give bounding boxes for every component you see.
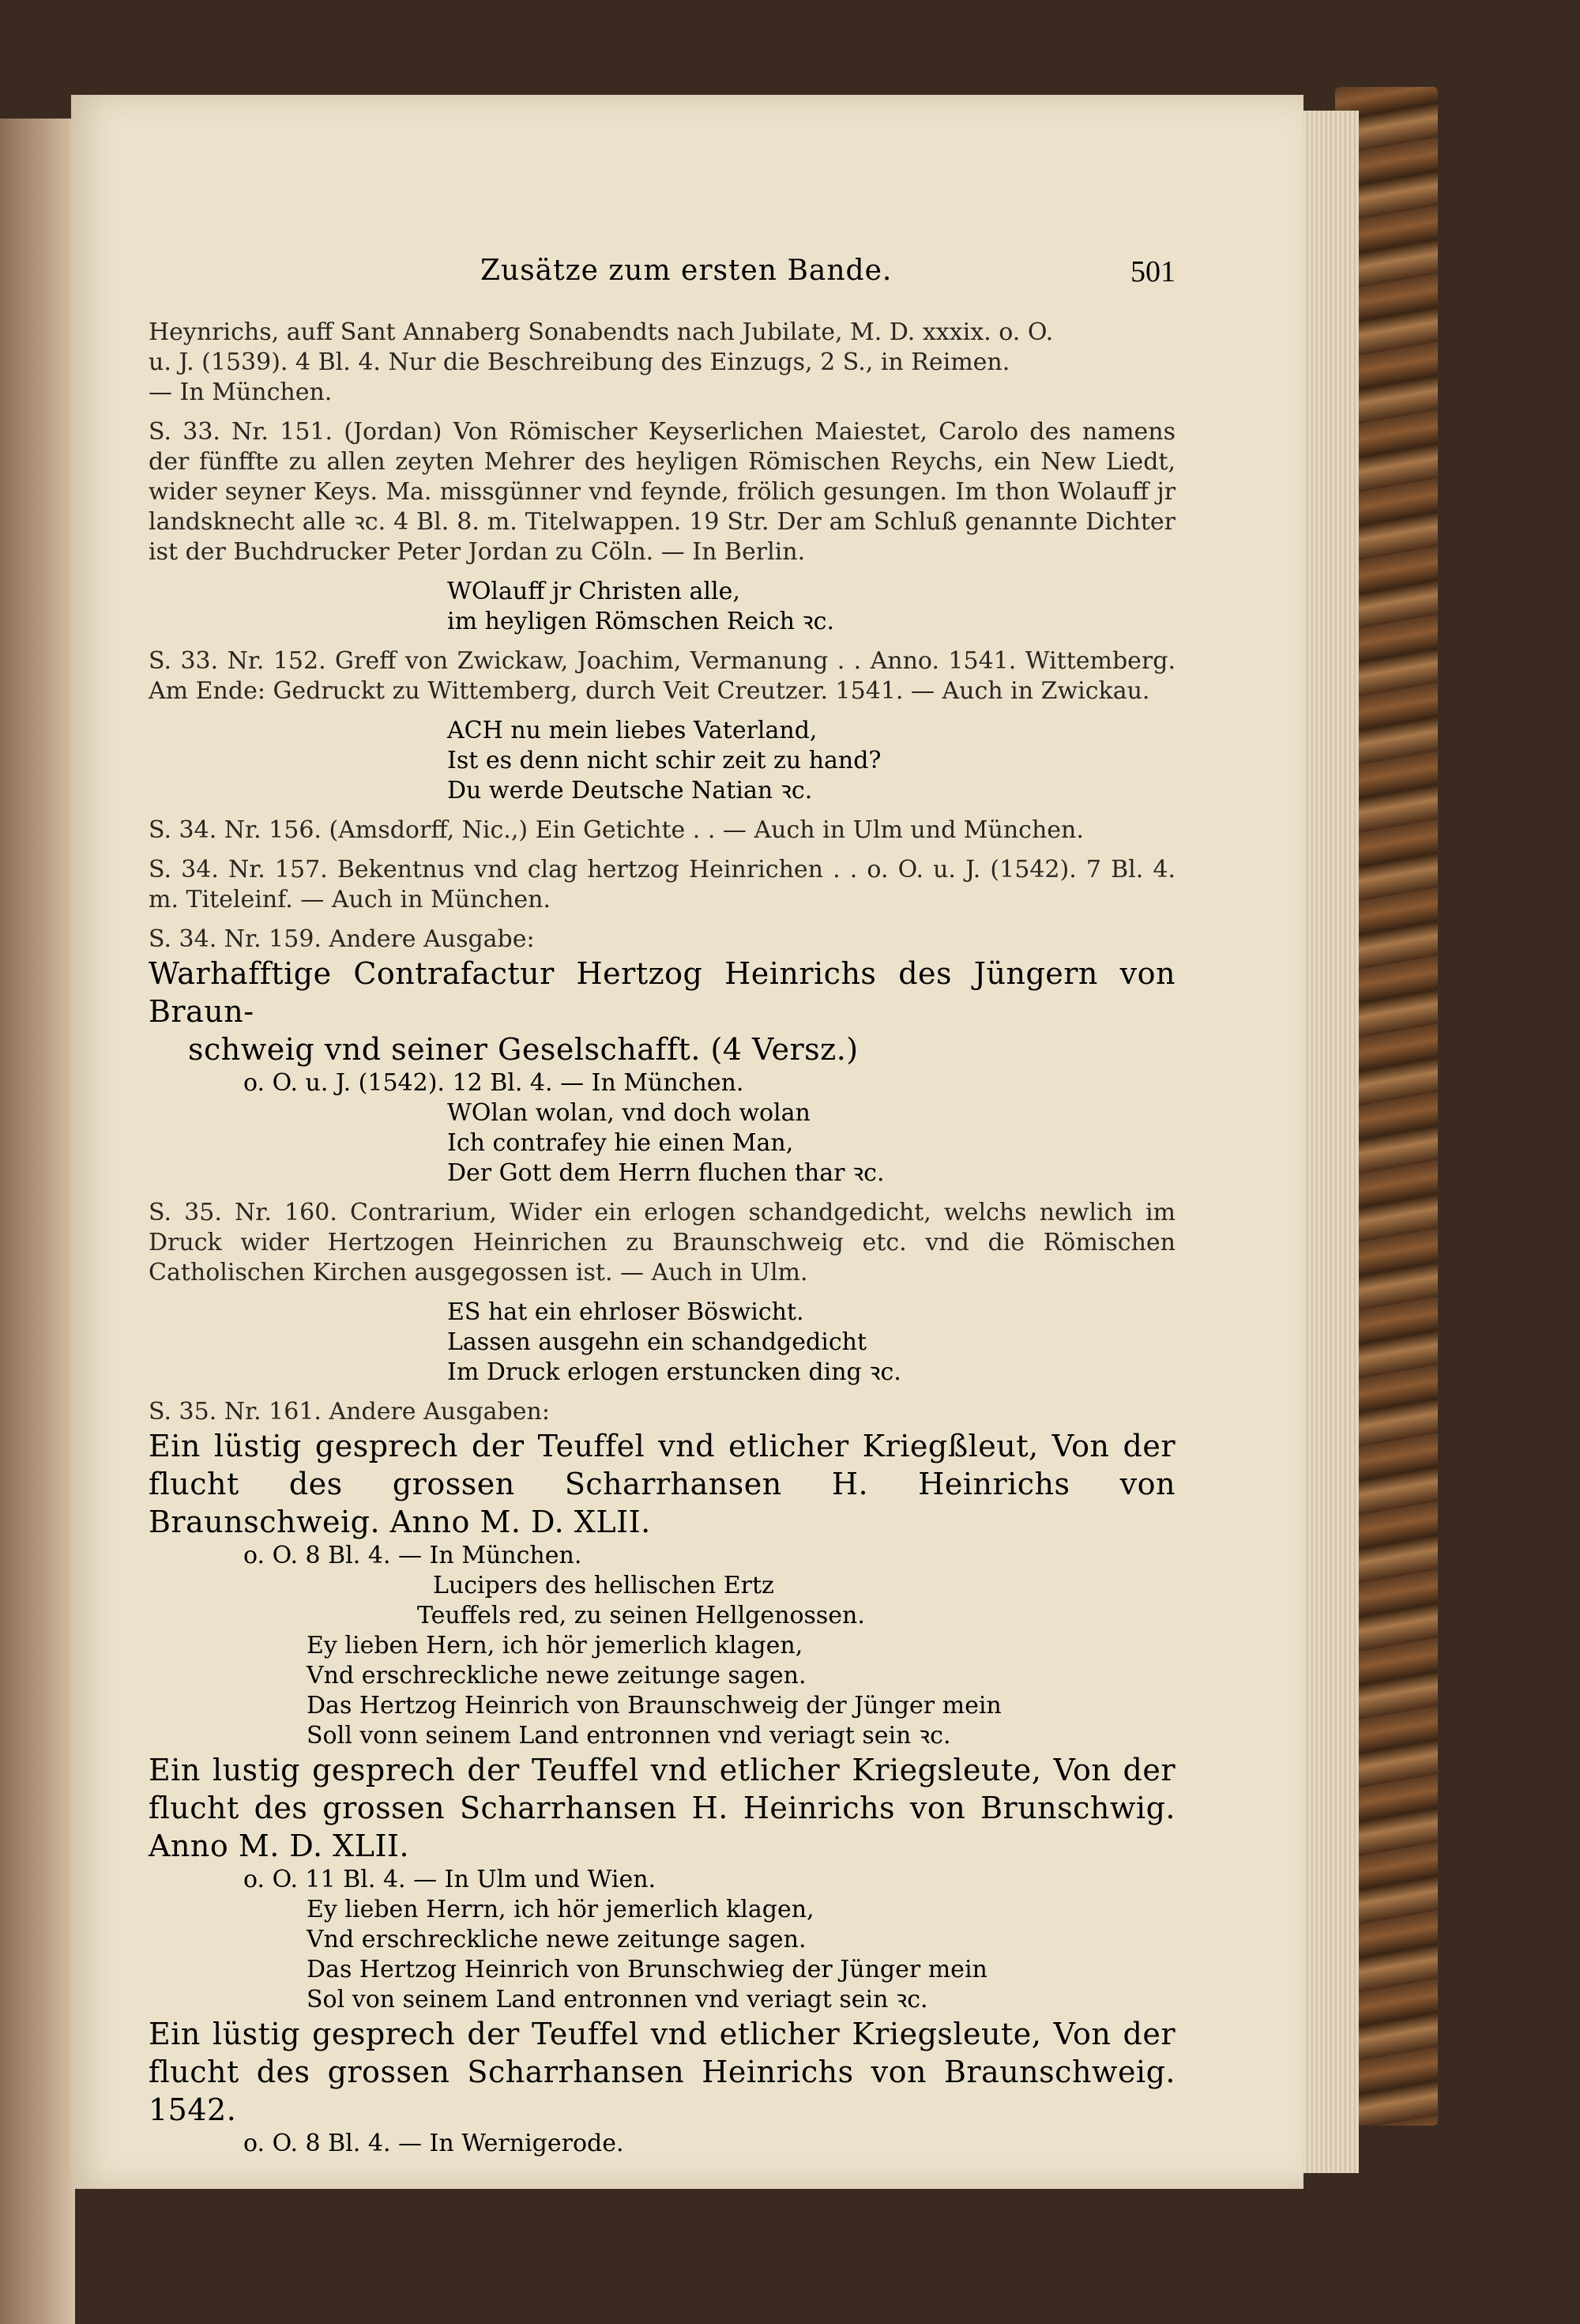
entry-161: S. 35. Nr. 161. Andere Ausgaben: — [149, 1398, 550, 1426]
title-block: Ein lüstig gesprech der Teuffel vnd etlicher Kriegsleute, Von der flucht des grossen Scharrhansen Heinrichs von Braunschweig. 1542. — [149, 2017, 1176, 2127]
verse-line: ES hat ein ehrloser Böswicht. — [447, 1298, 804, 1326]
verse-line: Vnd erschreckliche newe zeitunge sagen. — [307, 1662, 807, 1689]
verse-block — [149, 716, 1176, 806]
verse-line: Ey lieben Hern, ich hör jemerlich klagen, — [307, 1632, 803, 1659]
verse-line: Der Gott dem Herrn fluchen thar ꝛc. — [447, 1159, 885, 1187]
title-block: Ein lüstig gesprech der Teuffel vnd etlicher Kriegßleut, Von der flucht des grossen Scharrhansen H. Heinrichs von Braunschweig. Anno M. D. XLII. — [149, 1429, 1176, 1539]
imprint-line: o. O. 8 Bl. 4. — In Wernigerode. — [243, 2130, 624, 2157]
verse-line: Das Hertzog Heinrich von Brunschwieg der Jünger mein — [307, 1956, 988, 1983]
verse-line: Lucipers des hellischen Ertz — [433, 1572, 774, 1599]
verse-line: Im Druck erlogen erstuncken ding ꝛc. — [447, 1358, 901, 1386]
verse-block — [149, 1895, 1176, 2015]
entry-157: S. 34. Nr. 157. Bekentnus vnd clag hertzog Heinrichen . . o. O. u. J. (1542). 7 Bl. 4. m. Titeleinf. — Auch in München. — [149, 856, 1176, 913]
imprint-line: o. O. u. J. (1542). 12 Bl. 4. — In München. — [243, 1069, 744, 1097]
text-line: u. J. (1539). 4 Bl. 4. Nur die Beschreibung des Einzugs, 2 S., in Reimen. — [149, 348, 1010, 376]
title-line: schweig vnd seiner Geselschafft. (4 Versz.) — [188, 1032, 859, 1067]
running-head — [149, 254, 1176, 294]
text-line: — In München. — [149, 379, 333, 406]
verse-block — [149, 577, 1176, 637]
title-block — [149, 955, 1176, 1068]
verse-line: Ist es denn nicht schir zeit zu hand? — [447, 747, 882, 774]
verse-block — [149, 1298, 1176, 1388]
verse-line: Teuffels red, zu seinen Hellgenossen. — [417, 1602, 865, 1629]
imprint-line: o. O. 8 Bl. 4. — In München. — [243, 1542, 582, 1569]
text-line: Heynrichs, auff Sant Annaberg Sonabendts nach Jubilate, M. D. xxxix. o. O. — [149, 318, 1054, 346]
imprint-line: o. O. 11 Bl. 4. — In Ulm und Wien. — [243, 1866, 656, 1893]
verse-line: Vnd erschreckliche newe zeitunge sagen. — [307, 1926, 807, 1953]
verse-line: im heyligen Römschen Reich ꝛc. — [447, 608, 834, 635]
entry-151: S. 33. Nr. 151. (Jordan) Von Römischer Keyserlichen Maiestet, Carolo des namens der fünffte zu allen zeyten Mehrer des heyligen Römischen Reychs, ein New Liedt, wider seyner Keys. Ma. missgünner vnd feynde, frölich gesungen. Im thon Wolauff jr landsknecht alle ꝛc. 4 Bl. 8. m. Titelwappen. 19 Str. Der am Schluß genannte Dichter ist der Buchdrucker Peter Jordan zu Cöln. — In Berlin. — [149, 418, 1176, 566]
verse-line: ACH nu mein liebes Vaterland, — [447, 717, 818, 744]
paragraph-continuation — [149, 318, 1176, 408]
verse-line: Lassen ausgehn ein schandgedicht — [447, 1328, 867, 1356]
verse-block — [149, 1098, 1176, 1188]
verse-block — [149, 1571, 1176, 1751]
title-block: Ein lustig gesprech der Teuffel vnd etlicher Kriegsleute, Von der flucht des grossen Scharrhansen H. Heinrichs von Brunschwig. Anno M. D. XLII. — [149, 1753, 1176, 1863]
page-number: 501 — [1130, 255, 1176, 288]
adjacent-page-edge — [0, 119, 75, 2324]
entry-152: S. 33. Nr. 152. Greff von Zwickaw, Joachim, Vermanung . . Anno. 1541. Wittemberg. Am Ende: Gedruckt zu Wittemberg, durch Veit Creutzer. 1541. — Auch in Zwickau. — [149, 647, 1176, 705]
verse-line: Sol von seinem Land entronnen vnd veriagt sein ꝛc. — [307, 1986, 928, 2013]
verse-line: WOlauff jr Christen alle, — [447, 578, 740, 605]
verse-line: Soll vonn seinem Land entronnen vnd veriagt sein ꝛc. — [307, 1722, 951, 1750]
entry-160: S. 35. Nr. 160. Contrarium, Wider ein erlogen schandgedicht, welchs newlich im Druck wider Hertzogen Heinrichen zu Braunschweig etc. vnd die Römischen Catholischen Kirchen ausgegossen ist. — Auch in Ulm. — [149, 1199, 1176, 1286]
verse-line: Ich contrafey hie einen Man, — [447, 1129, 794, 1157]
entry-156: S. 34. Nr. 156. (Amsdorff, Nic.,) Ein Getichte . . — Auch in Ulm und München. — [149, 816, 1084, 844]
running-title: Zusätze zum ersten Bande. — [480, 254, 893, 287]
verse-line: Das Hertzog Heinrich von Braunschweig der Jünger mein — [307, 1692, 1002, 1719]
title-line: Warhafftige Contrafactur Hertzog Heinrichs des Jüngern von Braun- — [149, 956, 1176, 1029]
entry-159: S. 34. Nr. 159. Andere Ausgabe: — [149, 925, 535, 953]
verse-line: Du werde Deutsche Natian ꝛc. — [447, 777, 813, 804]
verse-line: Ey lieben Herrn, ich hör jemerlich klagen, — [307, 1896, 814, 1923]
verse-line: WOlan wolan, vnd doch wolan — [447, 1099, 811, 1127]
page-body — [149, 318, 1176, 2159]
